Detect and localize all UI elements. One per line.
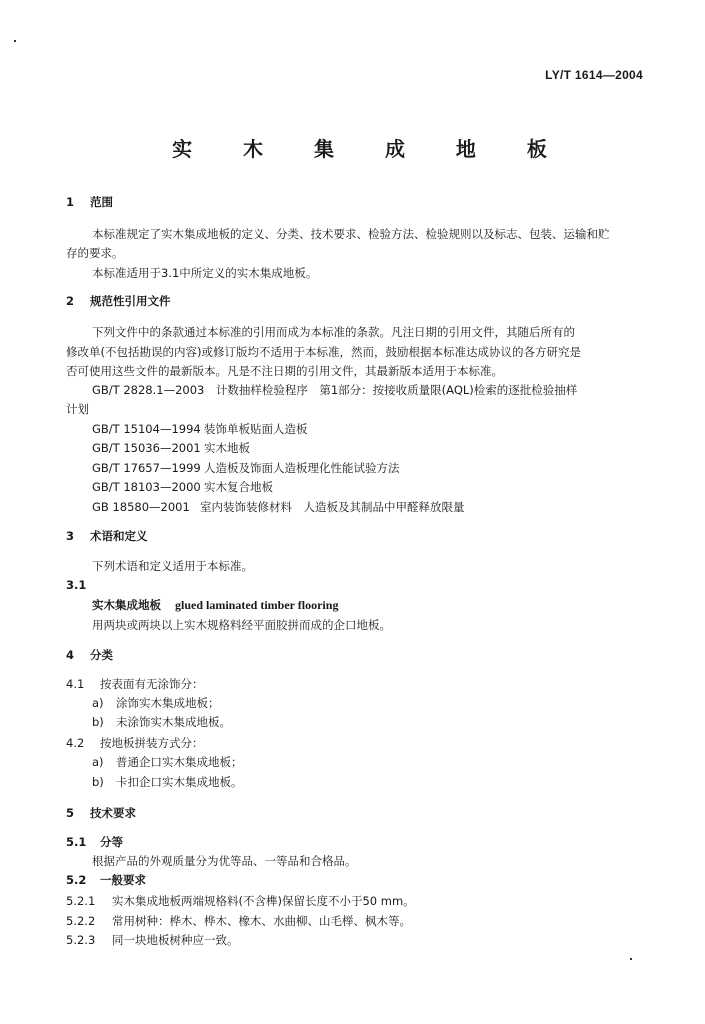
subsection-heading xyxy=(66,835,123,849)
clause-line xyxy=(66,736,204,750)
subsection-title: 一般要求 xyxy=(100,873,146,887)
term-entry xyxy=(92,598,338,612)
section-number: 4 xyxy=(66,648,75,662)
clause-line xyxy=(66,933,239,947)
reference-code: GB/T 17657—1999 xyxy=(92,461,201,475)
reference-code: GB 18580—2001 xyxy=(92,500,190,514)
paragraph-line: 本标准规定了实木集成地板的定义、分类、技术要求、检验方法、检验规则以及标志、包装、运输和贮 xyxy=(92,227,610,241)
paragraph-line: 下列文件中的条款通过本标准的引用而成为本标准的条款。凡注日期的引用文件，其随后所有的 xyxy=(92,325,575,339)
clause-line xyxy=(66,894,415,908)
clause-number: 4.1 xyxy=(66,677,85,691)
paragraph-line: 否可使用这些文件的最新版本。凡是不注日期的引用文件，其最新版本适用于本标准。 xyxy=(66,364,503,378)
scan-speck xyxy=(14,40,16,42)
scan-speck xyxy=(630,958,632,960)
list-item xyxy=(92,775,243,789)
clause-number: 5.2.1 xyxy=(66,894,96,908)
list-text: 涂饰实木集成地板； xyxy=(116,696,220,710)
clause-number: 5.2.2 xyxy=(66,914,96,928)
list-marker: b) xyxy=(92,775,104,789)
clause-number: 5.2.3 xyxy=(66,933,96,947)
reference-name: 实木地板 xyxy=(204,441,250,455)
section-title: 术语和定义 xyxy=(90,529,148,543)
subsection-number: 5.1 xyxy=(66,835,87,849)
list-text: 卡扣企口实木集成地板。 xyxy=(116,775,243,789)
list-text: 未涂饰实木集成地板。 xyxy=(116,715,231,729)
list-marker: b) xyxy=(92,715,104,729)
reference-line: GB/T 2828.1—2003 计数抽样检验程序 第1部分：按接收质量限(AQL)检索的逐批检验抽样 xyxy=(92,383,578,397)
clause-text: 按地板拼装方式分： xyxy=(100,736,204,750)
clause-text: 同一块地板树种应一致。 xyxy=(112,933,239,947)
subsection-number: 3.1 xyxy=(66,578,87,592)
reference-item xyxy=(92,500,465,514)
reference-code: GB/T 15036—2001 xyxy=(92,441,201,455)
list-item xyxy=(92,715,231,729)
paragraph-line: 修改单(不包括勘误的内容)或修订版均不适用于本标准，然而，鼓励根据本标准达成协议的各方研究是 xyxy=(66,345,581,359)
list-item xyxy=(92,755,243,769)
list-text: 普通企口实木集成地板； xyxy=(116,755,243,769)
section-title: 技术要求 xyxy=(90,806,136,820)
clause-line xyxy=(66,914,411,928)
subsection-title: 分等 xyxy=(100,835,123,849)
section-1-heading xyxy=(66,195,113,209)
paragraph-line: 存的要求。 xyxy=(66,246,124,260)
subsection-heading xyxy=(66,873,146,887)
reference-item xyxy=(92,461,400,475)
clause-text: 实木集成地板两端规格料(不含榫)保留长度不小于50 mm。 xyxy=(112,894,415,908)
section-2-heading xyxy=(66,294,171,308)
paragraph-line: 根据产品的外观质量分为优等品、一等品和合格品。 xyxy=(92,854,357,868)
list-marker: a) xyxy=(92,755,104,769)
subsection-number: 5.2 xyxy=(66,873,87,887)
clause-text: 按表面有无涂饰分： xyxy=(100,677,204,691)
standard-code: LY/T 1614—2004 xyxy=(545,68,643,82)
section-title: 规范性引用文件 xyxy=(90,294,171,308)
section-5-heading xyxy=(66,806,136,820)
paragraph-line: 下列术语和定义适用于本标准。 xyxy=(92,559,253,573)
reference-line: 计划 xyxy=(66,402,89,416)
reference-item xyxy=(92,422,308,436)
reference-name: 室内装饰装修材料 人造板及其制品中甲醛释放限量 xyxy=(200,500,465,514)
clause-text: 常用树种：桦木、桦木、橡木、水曲柳、山毛榉、枫木等。 xyxy=(112,914,411,928)
section-3-heading xyxy=(66,529,148,543)
reference-code: GB/T 15104—1994 xyxy=(92,422,201,436)
section-number: 5 xyxy=(66,806,75,820)
term-chinese: 实木集成地板 xyxy=(92,598,161,612)
term-english: glued laminated timber flooring xyxy=(175,598,339,612)
section-number: 1 xyxy=(66,195,75,209)
clause-line xyxy=(66,677,204,691)
reference-code: GB/T 18103—2000 xyxy=(92,480,201,494)
section-number: 3 xyxy=(66,529,75,543)
reference-item xyxy=(92,441,250,455)
reference-item xyxy=(92,480,273,494)
reference-name: 实木复合地板 xyxy=(204,480,273,494)
reference-name: 人造板及饰面人造板理化性能试验方法 xyxy=(204,461,400,475)
section-number: 2 xyxy=(66,294,75,308)
list-marker: a) xyxy=(92,696,104,710)
section-4-heading xyxy=(66,648,113,662)
paragraph-line: 本标准适用于3.1中所定义的实木集成地板。 xyxy=(92,266,318,280)
section-title: 分类 xyxy=(90,648,113,662)
clause-number: 4.2 xyxy=(66,736,85,750)
document-title: 实 木 集 成 地 板 xyxy=(172,137,569,161)
list-item xyxy=(92,696,220,710)
term-definition: 用两块或两块以上实木规格料经平面胶拼而成的企口地板。 xyxy=(92,618,391,632)
section-title: 范围 xyxy=(90,195,113,209)
reference-name: 装饰单板贴面人造板 xyxy=(204,422,308,436)
